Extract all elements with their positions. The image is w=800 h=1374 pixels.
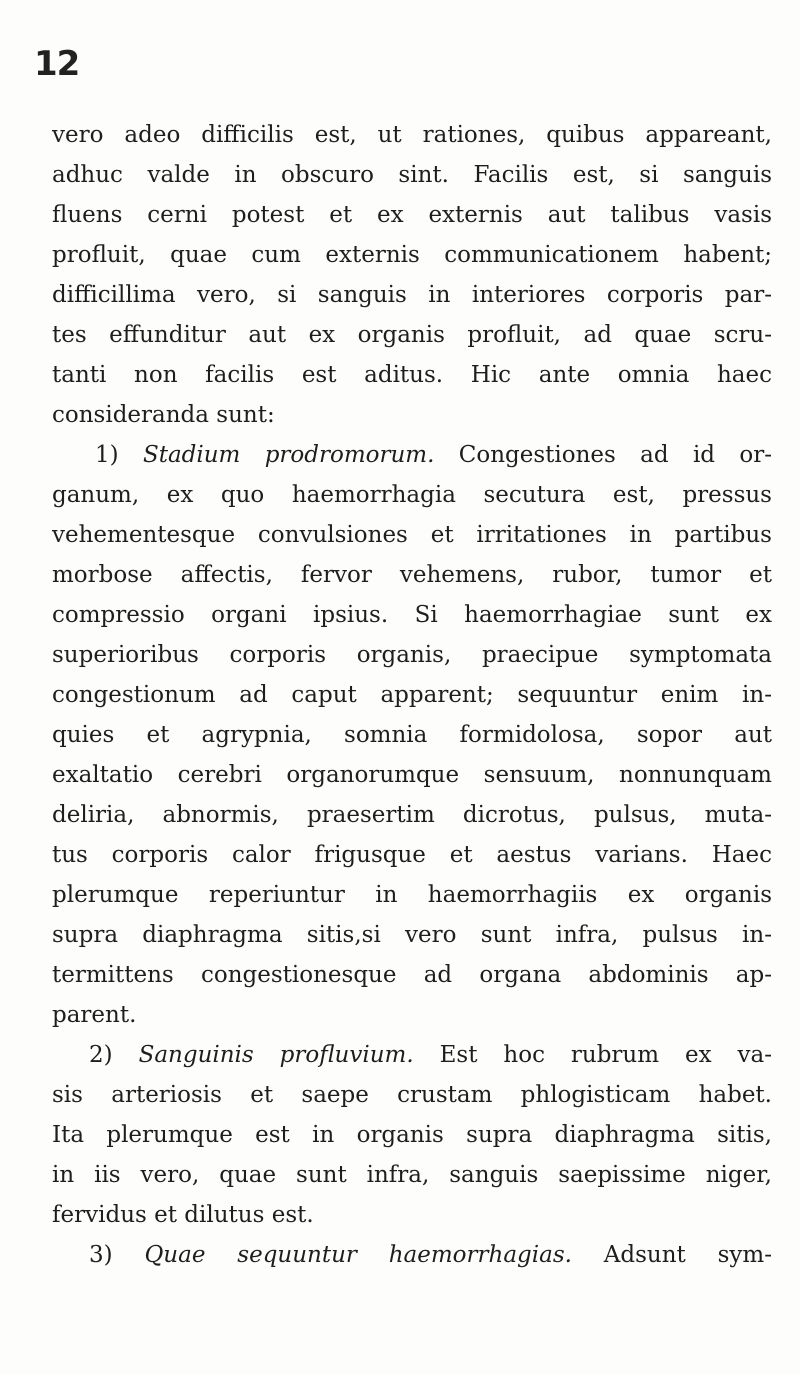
item-number: 3): [89, 1242, 113, 1268]
text-line: tanti non facilis est aditus. Hic ante omnia haec: [52, 362, 772, 388]
text-line: parent.: [52, 1002, 137, 1028]
text-line: vehementesque convulsiones et irritationes in partibus: [52, 522, 772, 548]
paragraph-first-line: [52, 1035, 772, 1075]
section-heading: Quae sequuntur haemorrhagias.: [144, 1242, 572, 1268]
paragraph-stadium-prodromorum: [52, 435, 772, 1035]
text-line: sis arteriosis et saepe crustam phlogisticam habet.: [52, 1082, 772, 1108]
first-line-text: Congestiones ad id or-: [458, 442, 772, 468]
text-line: morbose affectis, fervor vehemens, rubor, tumor et: [52, 562, 772, 588]
text-line: profluit, quae cum externis communicationem habent;: [52, 242, 772, 268]
text-line: tus corporis calor frigusque et aestus varians. Haec: [52, 842, 772, 868]
text-line: ganum, ex quo haemorrhagia secutura est, pressus: [52, 482, 772, 508]
text-line: superioribus corporis organis, praecipue symptomata: [52, 642, 772, 668]
section-heading: Sanguinis profluvium.: [138, 1042, 414, 1068]
item-number: 2): [89, 1042, 113, 1068]
body-text: [52, 115, 772, 1275]
text-line: deliria, abnormis, praesertim dicrotus, pulsus, muta-: [52, 802, 772, 828]
text-line: in iis vero, quae sunt infra, sanguis saepissime niger,: [52, 1162, 772, 1188]
text-line: plerumque reperiuntur in haemorrhagiis ex organis: [52, 882, 772, 908]
text-line: quies et agrypnia, somnia formidolosa, sopor aut: [52, 722, 772, 748]
text-line: supra diaphragma sitis,si vero sunt infra, pulsus in-: [52, 922, 772, 948]
text-line: congestionum ad caput apparent; sequuntur enim in-: [52, 682, 772, 708]
text-line: Ita plerumque est in organis supra diaphragma sitis,: [52, 1122, 772, 1148]
text-line: tes effunditur aut ex organis profluit, ad quae scru-: [52, 322, 772, 348]
text-line: compressio organi ipsius. Si haemorrhagiae sunt ex: [52, 602, 772, 628]
first-line-text: Est hoc rubrum ex va-: [439, 1042, 772, 1068]
text-line: exaltatio cerebri organorumque sensuum, nonnunquam: [52, 762, 772, 788]
paragraph-first-line: [52, 435, 772, 475]
section-heading: Stadium prodromorum.: [142, 442, 435, 468]
text-line: fluens cerni potest et ex externis aut talibus vasis: [52, 202, 772, 228]
text-line: difficillima vero, si sanguis in interiores corporis par-: [52, 282, 772, 308]
paragraph-quae-sequuntur: [52, 1235, 772, 1275]
page-number: 12: [34, 44, 80, 84]
text-line: consideranda sunt:: [52, 402, 275, 428]
text-line: adhuc valde in obscuro sint. Facilis est, si sanguis: [52, 162, 772, 188]
text-line: termittens congestionesque ad organa abdominis ap-: [52, 962, 772, 988]
paragraph-continuation: [52, 115, 772, 435]
item-number: 1): [95, 442, 119, 468]
text-line: vero adeo difficilis est, ut rationes, quibus appareant,: [52, 122, 772, 148]
text-line: fervidus et dilutus est.: [52, 1202, 314, 1228]
paragraph-sanguinis-profluvium: [52, 1035, 772, 1235]
first-line-text: Adsunt sym-: [603, 1242, 773, 1268]
paragraph-first-line: [52, 1235, 772, 1275]
